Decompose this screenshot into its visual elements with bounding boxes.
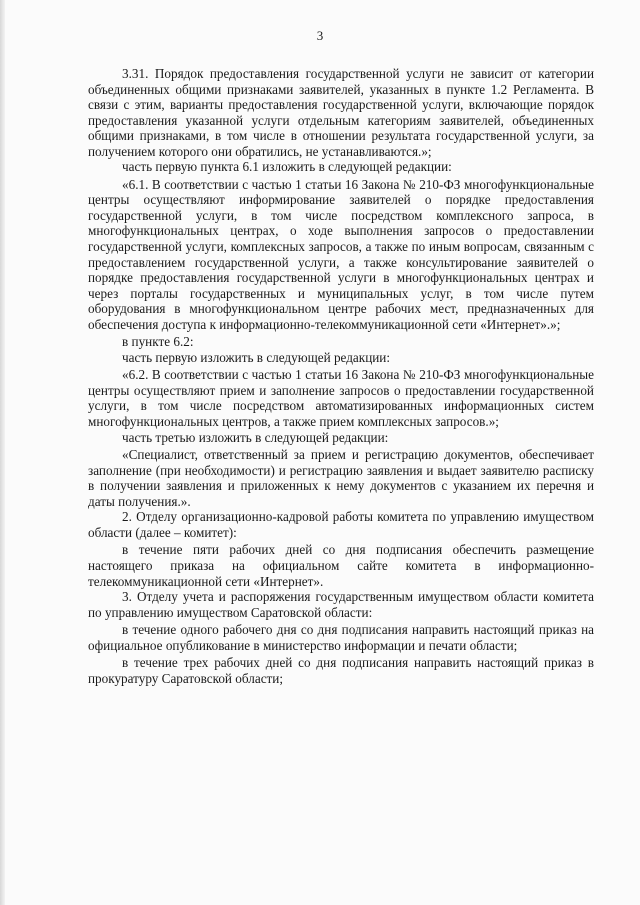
paragraph-item-3-prosecutor: в течение трех рабочих дней со дня подписания направить настоящий приказ в прокуратуру Саратовской области; xyxy=(88,655,594,686)
scan-edge-shadow xyxy=(0,0,5,905)
paragraph-item-3-publication: в течение одного рабочего дня со дня подписания направить настоящий приказ на официальное опубликование в министерство информации и печати области; xyxy=(88,622,594,653)
paragraph-item-2-publish: в течение пяти рабочих дней со дня подписания обеспечить размещение настоящего приказа на официальном сайте комитета в информационно-телекоммуникационной сети «Интернет». xyxy=(88,542,594,589)
paragraph-6-2-text: «6.2. В соответствии с частью 1 статьи 16 Закона № 210-ФЗ многофункциональные центры осуществляют прием и заполнение запросов о предоставлении государственной услуги, в том числе посредством автоматизированных информационных систем многофункциональных центров, а также прием комплексных запросов.»; xyxy=(88,367,594,430)
paragraph-item-2: 2. Отделу организационно-кадровой работы комитета по управлению имуществом области (далее – комитет): xyxy=(88,509,594,540)
paragraph-3-31: 3.31. Порядок предоставления государственной услуги не зависит от категории объединенных общими признаками заявителей, указанных в пункте 1.2 Регламента. В связи с этим, варианты предоставления государственной услуги, включающие порядок предоставления указанной услуги отдельным категориям заявителей, объединенных общими признаками, в том числе в отношении результата государственной услуги, за получением которого они обратились, не устанавливаются.»; xyxy=(88,66,594,159)
paragraph-item-3: 3. Отделу учета и распоряжения государственным имуществом области комитета по управлению имуществом Саратовской области: xyxy=(88,589,594,620)
paragraph-amend-6-2-part-one: часть первую изложить в следующей редакции: xyxy=(122,349,391,365)
paragraph-6-1-text: «6.1. В соответствии с частью 1 статьи 16 Закона № 210-ФЗ многофункциональные центры осуществляют информирование заявителей о порядке предоставления государственной услуги, в том числе посредством комплексного запроса, в многофункциональных центрах, о ходе выполнения запросов о предоставлении государственной услуги, комплексных запросов, а также по иным вопросам, связанным с предоставлением государственной услуги, а также консультирование заявителей о порядке предоставления государственной услуги в многофункциональных центрах и через порталы государственных и муниципальных услуг, в том числе путем оборудования в многофункциональном центре рабочих мест, предназначенных для обеспечения доступа к информационно-телекоммуникационной сети «Интернет».»; xyxy=(88,176,594,332)
paragraph-amend-6-1-intro: часть первую пункта 6.1 изложить в следующей редакции: xyxy=(122,159,452,175)
paragraph-amend-6-2-part-three: часть третью изложить в следующей редакции: xyxy=(122,429,389,445)
page-number: 3 xyxy=(316,28,324,43)
paragraph-amend-6-2-intro: в пункте 6.2: xyxy=(122,334,194,350)
document-body xyxy=(88,66,594,686)
paragraph-specialist-text: «Специалист, ответственный за прием и регистрацию документов, обеспечивает заполнение (при необходимости) и регистрацию заявления и выдает заявителю расписку в получении заявления и приложенных к нему документов с указанием их перечня и даты получения.». xyxy=(88,447,594,509)
